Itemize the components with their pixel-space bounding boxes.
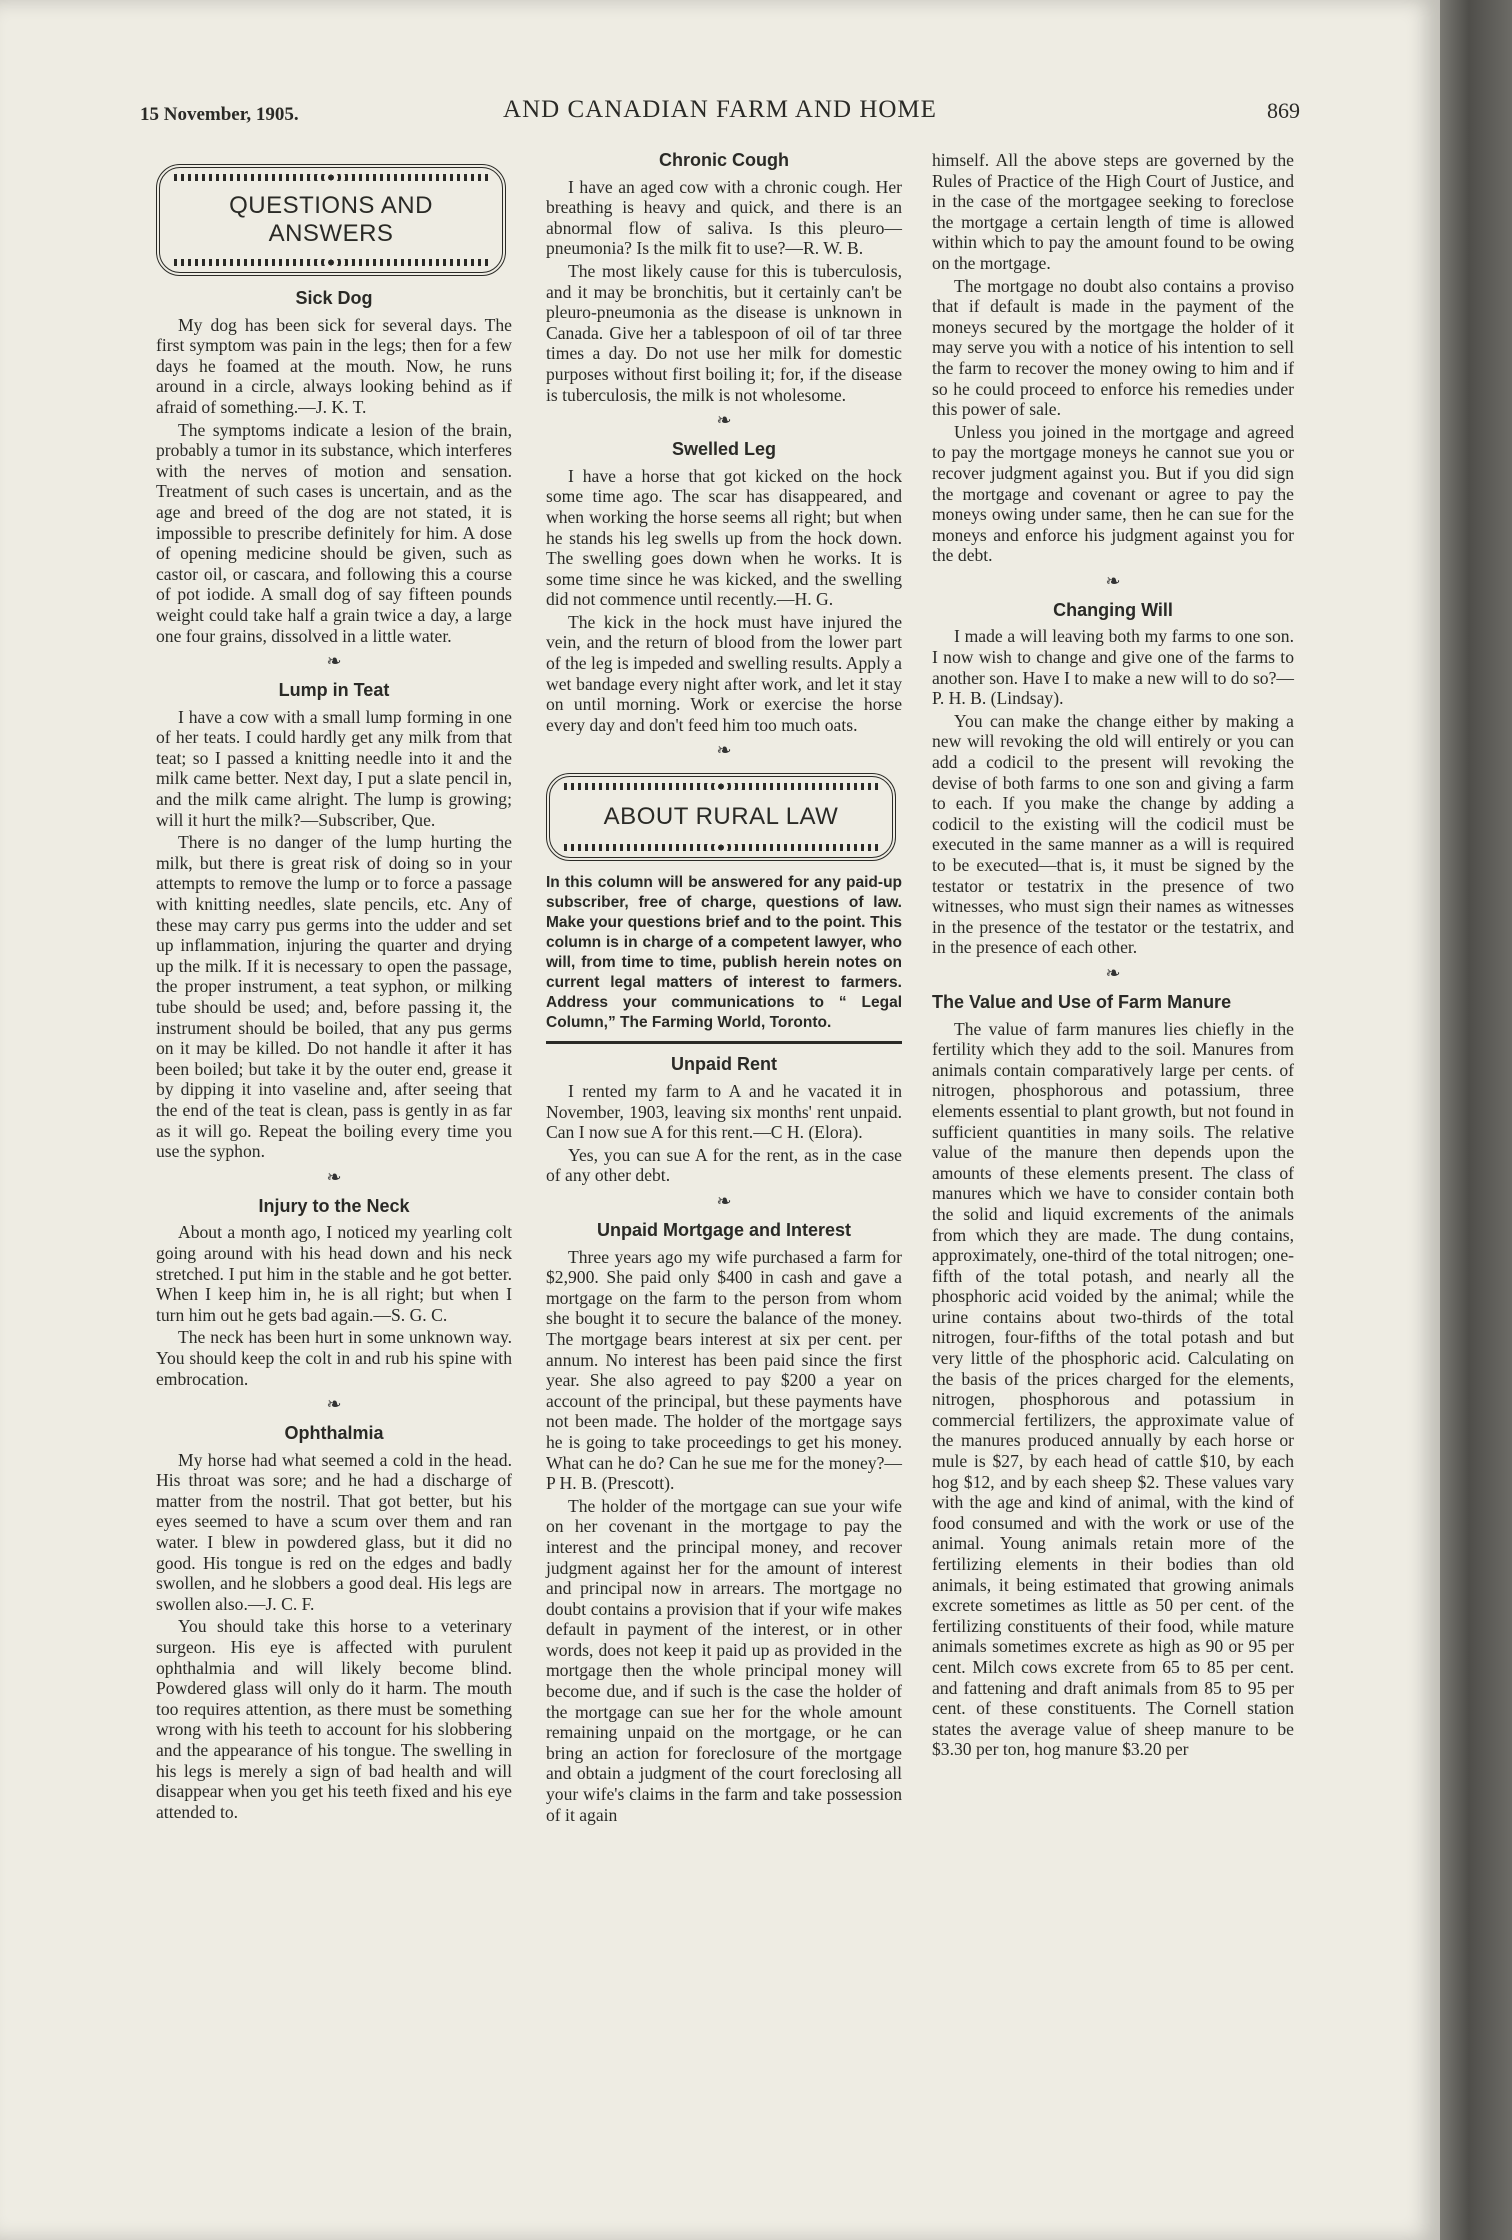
ophthalmia-heading: Ophthalmia: [284, 1423, 384, 1444]
injury-neck-heading: Injury to the Neck: [258, 1195, 410, 1216]
leaf-ornament-icon: ❧: [326, 1394, 342, 1415]
chronic-cough-heading: Chronic Cough: [659, 150, 789, 170]
book-binding-edge: [1440, 0, 1512, 2240]
section-divider: [546, 1041, 902, 1044]
lump-in-teat-heading: Lump in Teat: [278, 680, 390, 701]
rural-law-title: ABOUT RURAL LAW: [603, 803, 839, 831]
chronic-cough-answer: The most likely cause for this is tuberculosis, and it may be bronchitis, but it certainly can't be pleuro-pneumonia as the disease is unknown in Canada. Give her a tablespoon of oil of tar three times a day. Do not use her milk for domestic purposes without first boiling it; for, if the disease is tuberculosis, the milk is not wholesome.: [546, 260, 902, 405]
sick-dog-heading: Sick Dog: [295, 288, 373, 308]
publication-title: AND CANADIAN FARM AND HOME: [503, 96, 937, 123]
changing-will-answer: You can make the change either by making a new will revoking the old will entirely or you can add a codicil to the present will revoking the devise of both farms to one son and giving a farm to each. If you make the change by adding a codicil to the existing will the codicil must be executed in the same manner as a will is required to be executed—that is, it must be signed by the testator or testatrix in the presence of two witnesses, who must sign their names as witnesses in the presence of the testator or the testatrix, and in the presence of each other.: [932, 710, 1294, 958]
questions-answers-banner: [156, 164, 506, 276]
page-number: 869: [1267, 98, 1300, 123]
leaf-ornament-icon: ❧: [326, 651, 342, 672]
unpaid-mortgage-question: Three years ago my wife purchased a farm for $2,900. She paid only $400 in cash and gave a mortgage on the farm to the person from whom she bought it to secure the balance of the money. The mortgage bears interest at six per cent. per annum. No interest has been paid since the first year. She also agreed to pay $200 a year on account of the principal, but these payments have not been made. The holder of the mortgage says he is going to take proceedings to get his money. What can he do? Can he sue me for the money?—P H. B. (Prescott).: [546, 1246, 902, 1494]
rural-law-intro: In this column will be answered for any paid-up subscriber, free of charge, questions of law. Make your questions brief and to the point. This column is in charge of a competent lawyer, who will, from time to time, publish herein notes on current legal matters of interest to farmers. Address your communications to “ Legal Column,” The Farming World, Toronto.: [546, 874, 902, 1032]
unpaid-rent-heading: Unpaid Rent: [671, 1054, 777, 1075]
changing-will-question: I made a will leaving both my farms to one son. I now wish to change and give one of the farms to another son. Have I to make a new will to do so?—P. H. B. (Lindsay).: [932, 626, 1294, 709]
unpaid-mortgage-heading: Unpaid Mortgage and Interest: [596, 1220, 852, 1240]
rural-law-banner: [546, 773, 896, 861]
unpaid-rent-answer: Yes, you can sue A for the rent, as in the case of any other debt.: [546, 1144, 902, 1186]
issue-date: 15 November, 1905.: [140, 104, 299, 125]
unpaid-rent-question: I rented my farm to A and he vacated it in November, 1903, leaving six months' rent unpaid. Can I now sue A for this rent.—C H. (Elora).: [546, 1081, 902, 1143]
lump-in-teat-answer: There is no danger of the lump hurting the milk, but there is great risk of doing so in your attempts to remove the lump or to force a passage with knitting needles, slate pencils, etc. Any of these may carry pus germs into the udder and set up inflammation, injuring the quarter and drying up the milk. If it is necessary to open the passage, the proper instrument, a teat syphon, or milking tube should be used; and, before passing it, the instrument should be boiled, that any pus germs on it may be killed. Do not handle it after it has been boiled; but take it by the outer end, grease it by dipping it into vaseline and, after seeing that the end of the teat is clean, pass is gently in as far as it will go. Repeat the boiling every time you use the syphon.: [156, 832, 512, 1162]
mortgage-answer-continued-1: himself. All the above steps are governed by the Rules of Practice of the High Court of Justice, and in the case of the mortgagee seeking to foreclose the mortgage a certain length of time is allowed within which to pay the amount found to be owing on the mortgage.: [932, 150, 1294, 273]
leaf-ornament-icon: ❧: [1105, 570, 1121, 591]
leaf-ornament-icon: ❧: [1105, 962, 1121, 983]
swelled-leg-answer: The kick in the hock must have injured the vein, and the return of blood from the lower part of the leg is impeded and swelling results. Apply a wet bandage every night after work, and let it stay on until morning. Work or exercise the horse every day and don't feed him too much oats.: [546, 611, 902, 735]
chronic-cough-question: I have an aged cow with a chronic cough. Her breathing is heavy and quick, and there is an abnormal flow of saliva. Is this pleuro—pneumonia? Is the milk fit to use?—R. W. B.: [546, 176, 902, 259]
leaf-ornament-icon: ❧: [716, 1191, 732, 1211]
unpaid-mortgage-answer: The holder of the mortgage can sue your wife on her covenant in the mortgage to pay the interest and the principal money, and recover judgment against her for the amount of interest and principal now in arrears. The mortgage no doubt contains a provision that if your wife makes default in payment of the interest, or in other words, does not keep it paid up as provided in the mortgage then the whole principal money will become due, and if such is the case the holder of the mortgage can sue her for the whole amount remaining unpaid on the mortgage, or he can bring an action for foreclosure of the mortgage and obtain a judgment of the court foreclosing all your wife's claims in the farm and take possession of it again: [546, 1495, 902, 1825]
ophthalmia-answer: You should take this horse to a veterinary surgeon. His eye is affected with purulent ophthalmia and will likely become blind. Powdered glass will only do it harm. The mouth too requires attention, as there must be something wrong with his teeth to account for his slobbering and the appearance of his tongue. The swelling in his legs is merely a sign of bad health and will disappear when you get his teeth fixed and his eye attended to.: [156, 1616, 512, 1822]
column-3: [932, 150, 1294, 1760]
swelled-leg-question: I have a horse that got kicked on the hock some time ago. The scar has disappeared, and when working the horse seems all right; but when he stands his leg swells up from the hock down. The swelling goes down when he works. It is some time since he was kicked, and the swelling did not commence until recently.—H. G.: [546, 465, 902, 610]
ophthalmia-question: My horse had what seemed a cold in the head. His throat was sore; and he had a discharge of matter from the nostril. That got better, but his eyes seemed to have a scum over them and ran water. I blew in powdered glass, but it did no good. His tongue is red on the edges and badly swollen, and he slobbers a good deal. His legs are swollen also.—J. C. F.: [156, 1449, 512, 1614]
lump-in-teat-question: I have a cow with a small lump forming in one of her teats. I could hardly get any milk from that teat; so I passed a knitting needle into it and the milk came better. Next day, I put a slate pencil in, and the milk came alright. The lump is growing; will it hurt the milk?—Subscriber, Que.: [156, 706, 512, 830]
sick-dog-question: My dog has been sick for several days. The first symptom was pain in the legs; then for a few days he foamed at the mouth. Now, he runs around in a circle, always looking behind as if afraid of something.—J. K. T.: [156, 314, 512, 417]
farm-manure-body: The value of farm manures lies chiefly in the fertility which they add to the soil. Manures from animals contain comparatively large per cents. of nitrogen, phosphorous and potassium, three elements essential to plant growth, but not found in sufficient quantities in many soils. The relative value of the manure then depends upon the amounts of these elements present. The class of manures which we have to consider contain both the solid and liquid excrements of the animals from which they are made. The dung contains, approximately, one-third of the total nitrogen; one-fifth of the total potash, and nearly all the phosphoric acid voided by the animal; while the urine contains about two-thirds of the total nitrogen, four-fifths of the total potash and but very little of the phosphoric acid. Calculating on the basis of the prices charged for the elements, nitrogen, phosphorous and potassium in commercial fertilizers, the approximate value of the manures produced annually by each horse or mule is $27, by each head of cattle $10, by each hog $12, and by each sheep $2. These values vary with the age and kind of animal, with the kind of food consumed and with the work or use of the animal. Young animals retain more of the fertilizing elements in their bodies than old animals, it being estimated that growing animals excrete sometimes as little as 50 per cent. of the fertilizing constituents of their food, while mature animals sometimes excrete as high as 90 or 95 per cent. Milch cows excrete from 65 to 85 per cent. and fattening and draft animals from 85 to 95 per cent. of these constituents. The Cornell station states the average value of sheep manure to be $3.30 per ton, hog manure $3.20 per: [932, 1018, 1294, 1760]
leaf-ornament-icon: ❧: [326, 1166, 342, 1187]
leaf-ornament-icon: ❧: [716, 740, 732, 761]
injury-neck-answer: The neck has been hurt in some unknown way. You should keep the colt in and rub his spine with embrocation.: [156, 1327, 512, 1389]
changing-will-heading: Changing Will: [1053, 599, 1173, 620]
mortgage-answer-continued-2: The mortgage no doubt also contains a proviso that if default is made in the payment of the moneys secured by the mortgage the holder of it may serve you with a notice of his intention to sell the farm to recover the money owing to him and if so he could proceed to enforce his remedies under this power of sale.: [932, 275, 1294, 420]
injury-neck-question: About a month ago, I noticed my yearling colt going around with his head down and his neck stretched. I put him in the stable and he got better. When I keep him in, he is all right; but when I turn him out he gets bad again.—S. G. C.: [156, 1222, 512, 1325]
column-1: [156, 150, 512, 1822]
questions-answers-title: QUESTIONS AND ANSWERS: [229, 192, 433, 247]
leaf-ornament-icon: ❧: [716, 410, 732, 431]
sick-dog-answer: The symptoms indicate a lesion of the brain, probably a tumor in its substance, which interferes with the nerves of motion and sensation. Treatment of such cases is uncertain, and as the age and breed of the dog are not stated, it is impossible to prescribe definitely for him. A dose of opening medicine should be given, such as castor oil, or cascara, and following this a course of pot iodide. A small dog of say fifteen pounds weight could take half a grain twice a day, a large one four grains, dissolved in a little water.: [156, 419, 512, 646]
swelled-leg-heading: Swelled Leg: [671, 439, 777, 460]
farm-manure-heading: The Value and Use of Farm Manure: [932, 991, 1232, 1012]
running-header: [140, 92, 1300, 132]
mortgage-answer-continued-3: Unless you joined in the mortgage and agreed to pay the mortgage moneys he cannot sue you or recover judgment against you. But if you did sign the mortgage and covenant or agree to pay the moneys owing under same, then he can sue for the moneys and enforce his judgment against you for the debt.: [932, 421, 1294, 566]
column-2: [546, 150, 902, 1825]
